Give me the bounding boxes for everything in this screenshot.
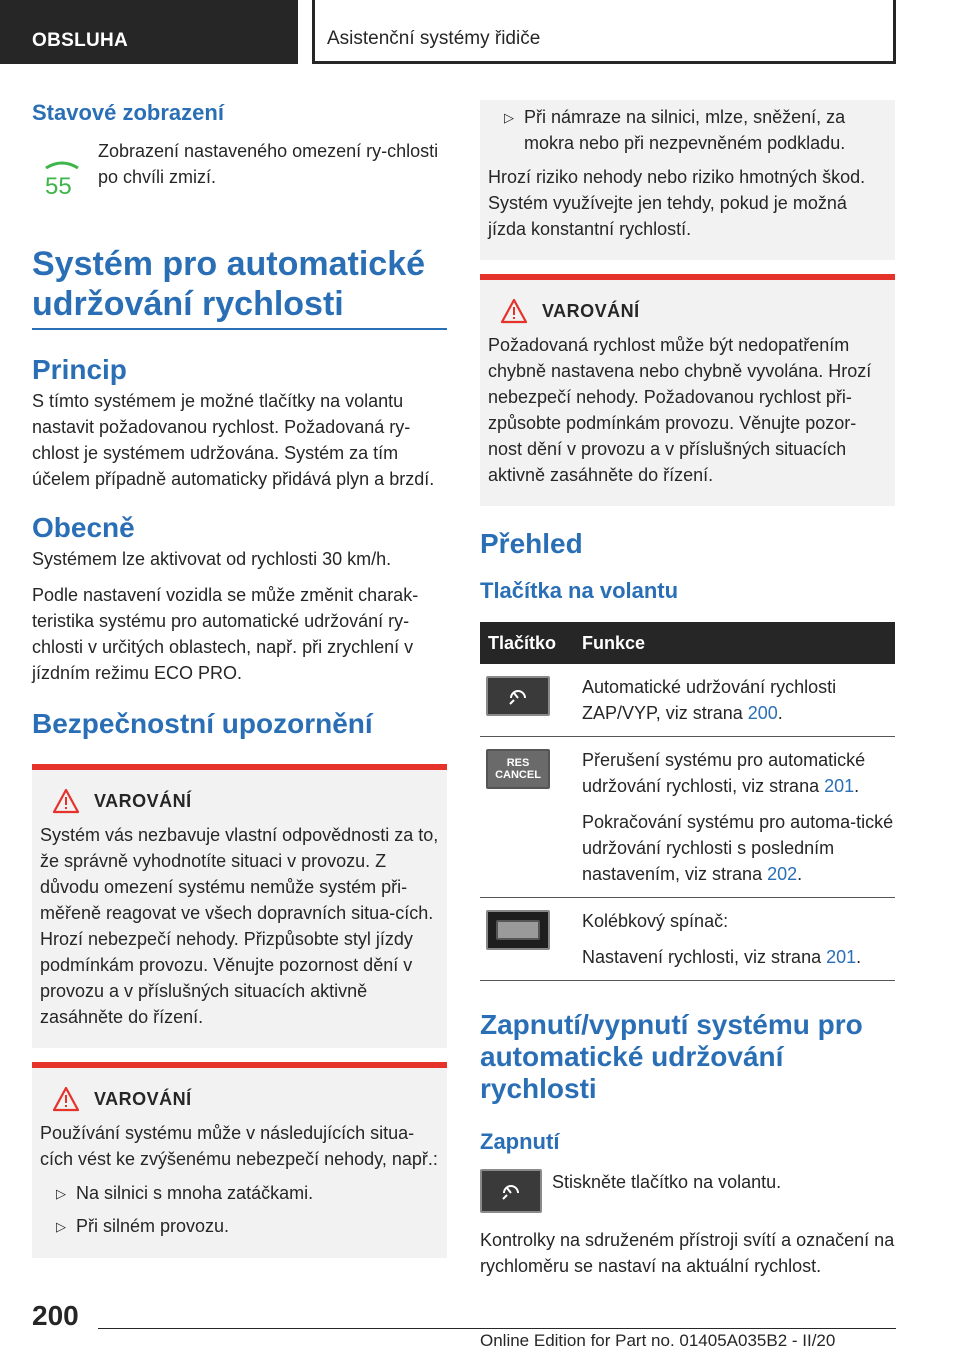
prehled-title: Přehled [480,528,583,559]
bullet-triangle-icon: ▷ [504,110,514,125]
page-link[interactable]: 201 [824,776,855,796]
main-title [32,244,447,330]
table-header-row [480,622,895,664]
footer-edition: Online Edition for Part no. 01405A035B2 - II/20 [480,1331,836,1350]
status-title: Stavové zobrazení [32,100,224,125]
rocker-switch-icon [486,910,550,950]
warning-triangle-icon [500,298,528,324]
section-label: OBSLUHA [0,0,298,64]
warning-text: Používání systému může v následujících situa-cích vést ke zvýšenému nebezpečí nehody, např.: [40,1123,438,1169]
main-title-line1: Systém pro automatické [32,245,426,283]
warning-box-3 [480,274,895,506]
cruise-control-button-icon [480,1169,542,1213]
col-header-button: Tlačítko [480,622,574,664]
chapter-label: Asistenční systémy řidiče [312,0,896,64]
right-column [480,100,895,1279]
status-text: Zobrazení nastaveného omezení ry-chlosti po chvíli zmizí. [98,141,439,187]
warning-header [500,298,887,324]
zapnuti-title: Zapnutí [480,1129,560,1154]
bullet-triangle-icon: ▷ [56,1219,66,1234]
bullet-triangle-icon: ▷ [56,1186,66,1201]
table-row: Automatické udržování rychlosti ZAP/VYP, viz strana 200. [480,664,895,737]
warning-box-2 [32,1062,447,1258]
list-item: ▷ Při námraze na silnici, mlze, sněžení, za mokra nebo při nezpevněném podkladu. [488,104,887,156]
warning-text: Hrozí riziko nehody nebo riziko hmotných škod. Systém využívejte jen tehdy, pokud je možná jízda konstantní rychlostí. [488,167,866,239]
zapnuti-row [480,1169,895,1213]
list-item: ▷ Při silném provozu. [40,1213,439,1240]
warning-text: Požadovaná rychlost může být nedopatřením chybně nastavena nebo chybně vyvolána. Hrozí nebezpečí nehody. Požadovanou rychlost při-způsobte podmínkám provozu. Věnujte pozor-nost dění v provozu a v příslušných situacích aktivně zasáhněte do řízení. [488,335,872,485]
warning-header [52,1086,439,1112]
warning-triangle-icon [52,1086,80,1112]
obecne-text-1: Systémem lze aktivovat od rychlosti 30 km/h. [32,549,392,569]
page-header [0,0,960,66]
warning-text: Systém vás nezbavuje vlastní odpovědnosti za to, že správně vyhodnotíte situaci v provozu. Z důvodu omezení systému nemůže systém při-měřeně reagovat ve všech dopravních situa-cích. Hrozí nebezpečí nehody. Přizpůsobte styl jízdy podmínkám provozu. Věnujte pozornost dění v provozu a v příslušných situacích aktivně zasáhněte do řízení. [40,825,439,1027]
warning-box-1 [32,764,447,1048]
main-title-line2: udržování rychlosti [32,285,344,323]
warning-label: VAROVÁNÍ [94,790,192,811]
warning-header [52,788,439,814]
princip-text: S tímto systémem je možné tlačítky na volantu nastavit požadovanou rychlost. Požadovaná ry-chlost je systémem udržována. Systém za tím účelem případně automaticky přidává plyn a brzdí. [32,391,435,489]
list-item: ▷ Na silnici s mnoha zatáčkami. [40,1180,439,1207]
table-row: RES CANCEL Přerušení systému pro automatické udržování rychlosti, viz strana 201. Pokračování systému pro automa-tické udržování rychlosti s posledním nastavením, viz strana 202. [480,737,895,898]
page-number: 200 [32,1300,79,1331]
onoff-title: Zapnutí/vypnutí systému pro automatické udržování rychlosti [480,1009,863,1104]
left-column [32,100,447,1258]
page-link[interactable]: 200 [747,703,778,723]
table-row: Kolébkový spínač: Nastavení rychlosti, viz strana 201. [480,898,895,981]
final-text: Kontrolky na sdruženém přístroji svítí a označení na rychloměru se nastaví na aktuální rychlost. [480,1230,895,1276]
princip-title: Princip [32,354,127,385]
speed-limit-number: 55 [45,173,72,200]
buttons-table [480,622,895,981]
warning-box-continued [480,100,895,260]
status-row [32,138,447,204]
cruise-control-button-icon [486,676,550,716]
footer-divider [98,1328,896,1329]
page-link[interactable]: 202 [767,864,798,884]
col-header-function: Funkce [574,622,895,664]
warning-label: VAROVÁNÍ [542,300,640,321]
safety-title: Bezpečnostní upozornění [32,708,373,739]
obecne-title: Obecně [32,512,135,543]
warning-label: VAROVÁNÍ [94,1088,192,1109]
speed-limit-icon [32,138,98,204]
warning-triangle-icon [52,788,80,814]
zapnuti-text: Stiskněte tlačítko na volantu. [552,1172,782,1192]
res-cancel-button-icon: RES CANCEL [486,749,550,789]
buttons-title: Tlačítka na volantu [480,578,679,603]
page-link[interactable]: 201 [826,947,857,967]
obecne-text-2: Podle nastavení vozidla se může změnit charak-teristika systému pro automatické udržování ry-chlosti v určitých oblastech, např. při zrychlení v jízdním režimu ECO PRO. [32,585,419,683]
